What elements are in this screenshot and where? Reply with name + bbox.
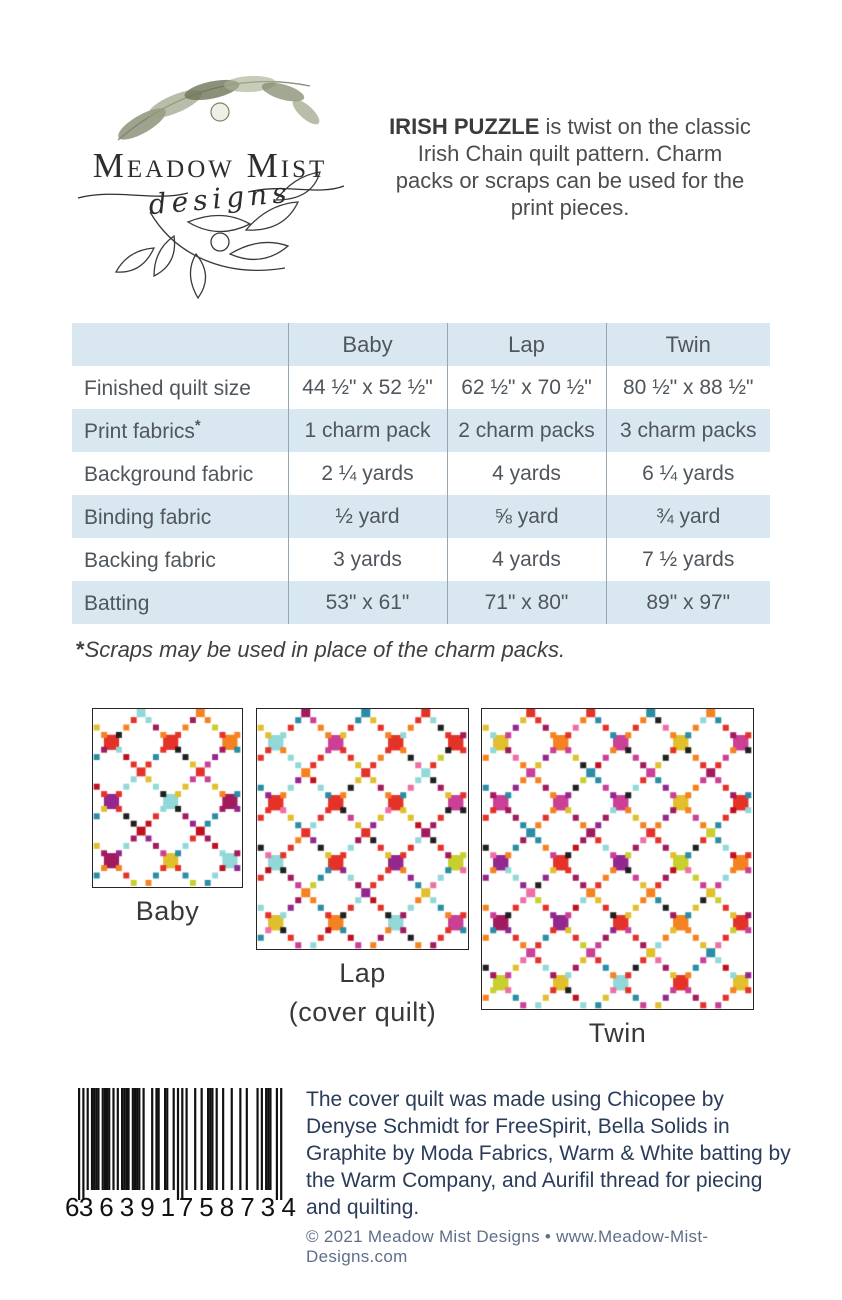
table-cell: ½ yard xyxy=(288,495,447,538)
intro-line: packs or scraps can be used for the xyxy=(395,168,745,193)
table-header-twin: Twin xyxy=(606,323,770,366)
quilt-figure-baby xyxy=(92,708,243,927)
table-cell: 3 yards xyxy=(288,538,447,581)
table-header-lap: Lap xyxy=(447,323,606,366)
row-label: Finished quilt size xyxy=(84,376,251,400)
table-header-empty xyxy=(72,323,288,366)
table-cell: 4 yards xyxy=(447,452,606,495)
row-label: Background fabric xyxy=(84,462,254,486)
intro-paragraph xyxy=(350,113,790,221)
table-header-baby: Baby xyxy=(288,323,447,366)
barcode-bars xyxy=(78,1088,282,1200)
barcode-left-digit: 6 xyxy=(65,1192,80,1222)
table-cell: 4 yards xyxy=(447,538,606,581)
quilt-image-lap xyxy=(256,708,469,950)
table-row xyxy=(72,452,770,495)
barcode-right-digit: 4 xyxy=(281,1192,296,1222)
table-cell: 1 charm pack xyxy=(288,409,447,452)
row-label: Binding fabric xyxy=(84,505,212,529)
quilt-caption-lap: Lap xyxy=(339,958,386,988)
row-label: Batting xyxy=(84,591,150,615)
barcode xyxy=(60,1088,298,1224)
table-cell: 44 ½" x 52 ½" xyxy=(288,366,447,409)
table-cell: 2 charm packs xyxy=(447,409,606,452)
fabric-requirements-table xyxy=(72,323,770,624)
intro-line: Irish Chain quilt pattern. Charm xyxy=(417,141,723,166)
table-cell: 53" x 61" xyxy=(288,581,447,624)
intro-line: print pieces. xyxy=(510,195,630,220)
intro-line: IRISH PUZZLE is twist on the classic xyxy=(389,114,751,139)
logo-sub-name: designs xyxy=(147,175,293,222)
copyright-line: © 2021 Meadow Mist Designs • www.Meadow-Mist-Designs.com xyxy=(306,1227,709,1266)
table-row xyxy=(72,581,770,624)
table-header-row xyxy=(72,323,770,366)
table-cell: 3 charm packs xyxy=(606,409,770,452)
laurel-top-icon xyxy=(114,75,323,146)
quilt-figure-lap xyxy=(256,708,469,1028)
table-cell: ⅝ yard xyxy=(447,495,606,538)
pattern-name: IRISH PUZZLE xyxy=(389,114,540,139)
table-row xyxy=(72,538,770,581)
table-row xyxy=(72,495,770,538)
row-label: Backing fabric xyxy=(84,548,216,572)
quilt-image-baby xyxy=(92,708,243,888)
credits-paragraph: The cover quilt was made using Chicopee by Denyse Schmidt for FreeSpirit, Bella Solids in Graphite by Moda Fabrics, Warm & White batting by the Warm Company, and Aurifil thread for piecing and quilting. xyxy=(306,1088,791,1219)
barcode-group2: 75873 xyxy=(178,1192,282,1222)
logo-brand-name: Meadow Mist xyxy=(92,146,328,185)
table-row xyxy=(72,409,770,452)
barcode-group1: 36391 xyxy=(78,1192,182,1222)
table-cell: 6 ¼ yards xyxy=(606,452,770,495)
table-cell: 62 ½" x 70 ½" xyxy=(447,366,606,409)
quilt-caption-twin: Twin xyxy=(588,1018,647,1048)
quilt-subcaption-lap: (cover quilt) xyxy=(288,997,437,1027)
quilt-image-twin xyxy=(481,708,754,1010)
table-cell: ¾ yard xyxy=(606,495,770,538)
table-cell: 80 ½" x 88 ½" xyxy=(606,366,770,409)
table-cell: 2 ¼ yards xyxy=(288,452,447,495)
footnote: *Scraps may be used in place of the charm packs. xyxy=(76,637,566,662)
table-cell: 89" x 97" xyxy=(606,581,770,624)
quilt-figure-twin xyxy=(481,708,754,1049)
quilt-caption-baby: Baby xyxy=(135,896,200,926)
table-cell: 71" x 80" xyxy=(447,581,606,624)
table-row xyxy=(72,366,770,409)
row-label: Print fabrics* xyxy=(84,417,201,443)
table-cell: 7 ½ yards xyxy=(606,538,770,581)
